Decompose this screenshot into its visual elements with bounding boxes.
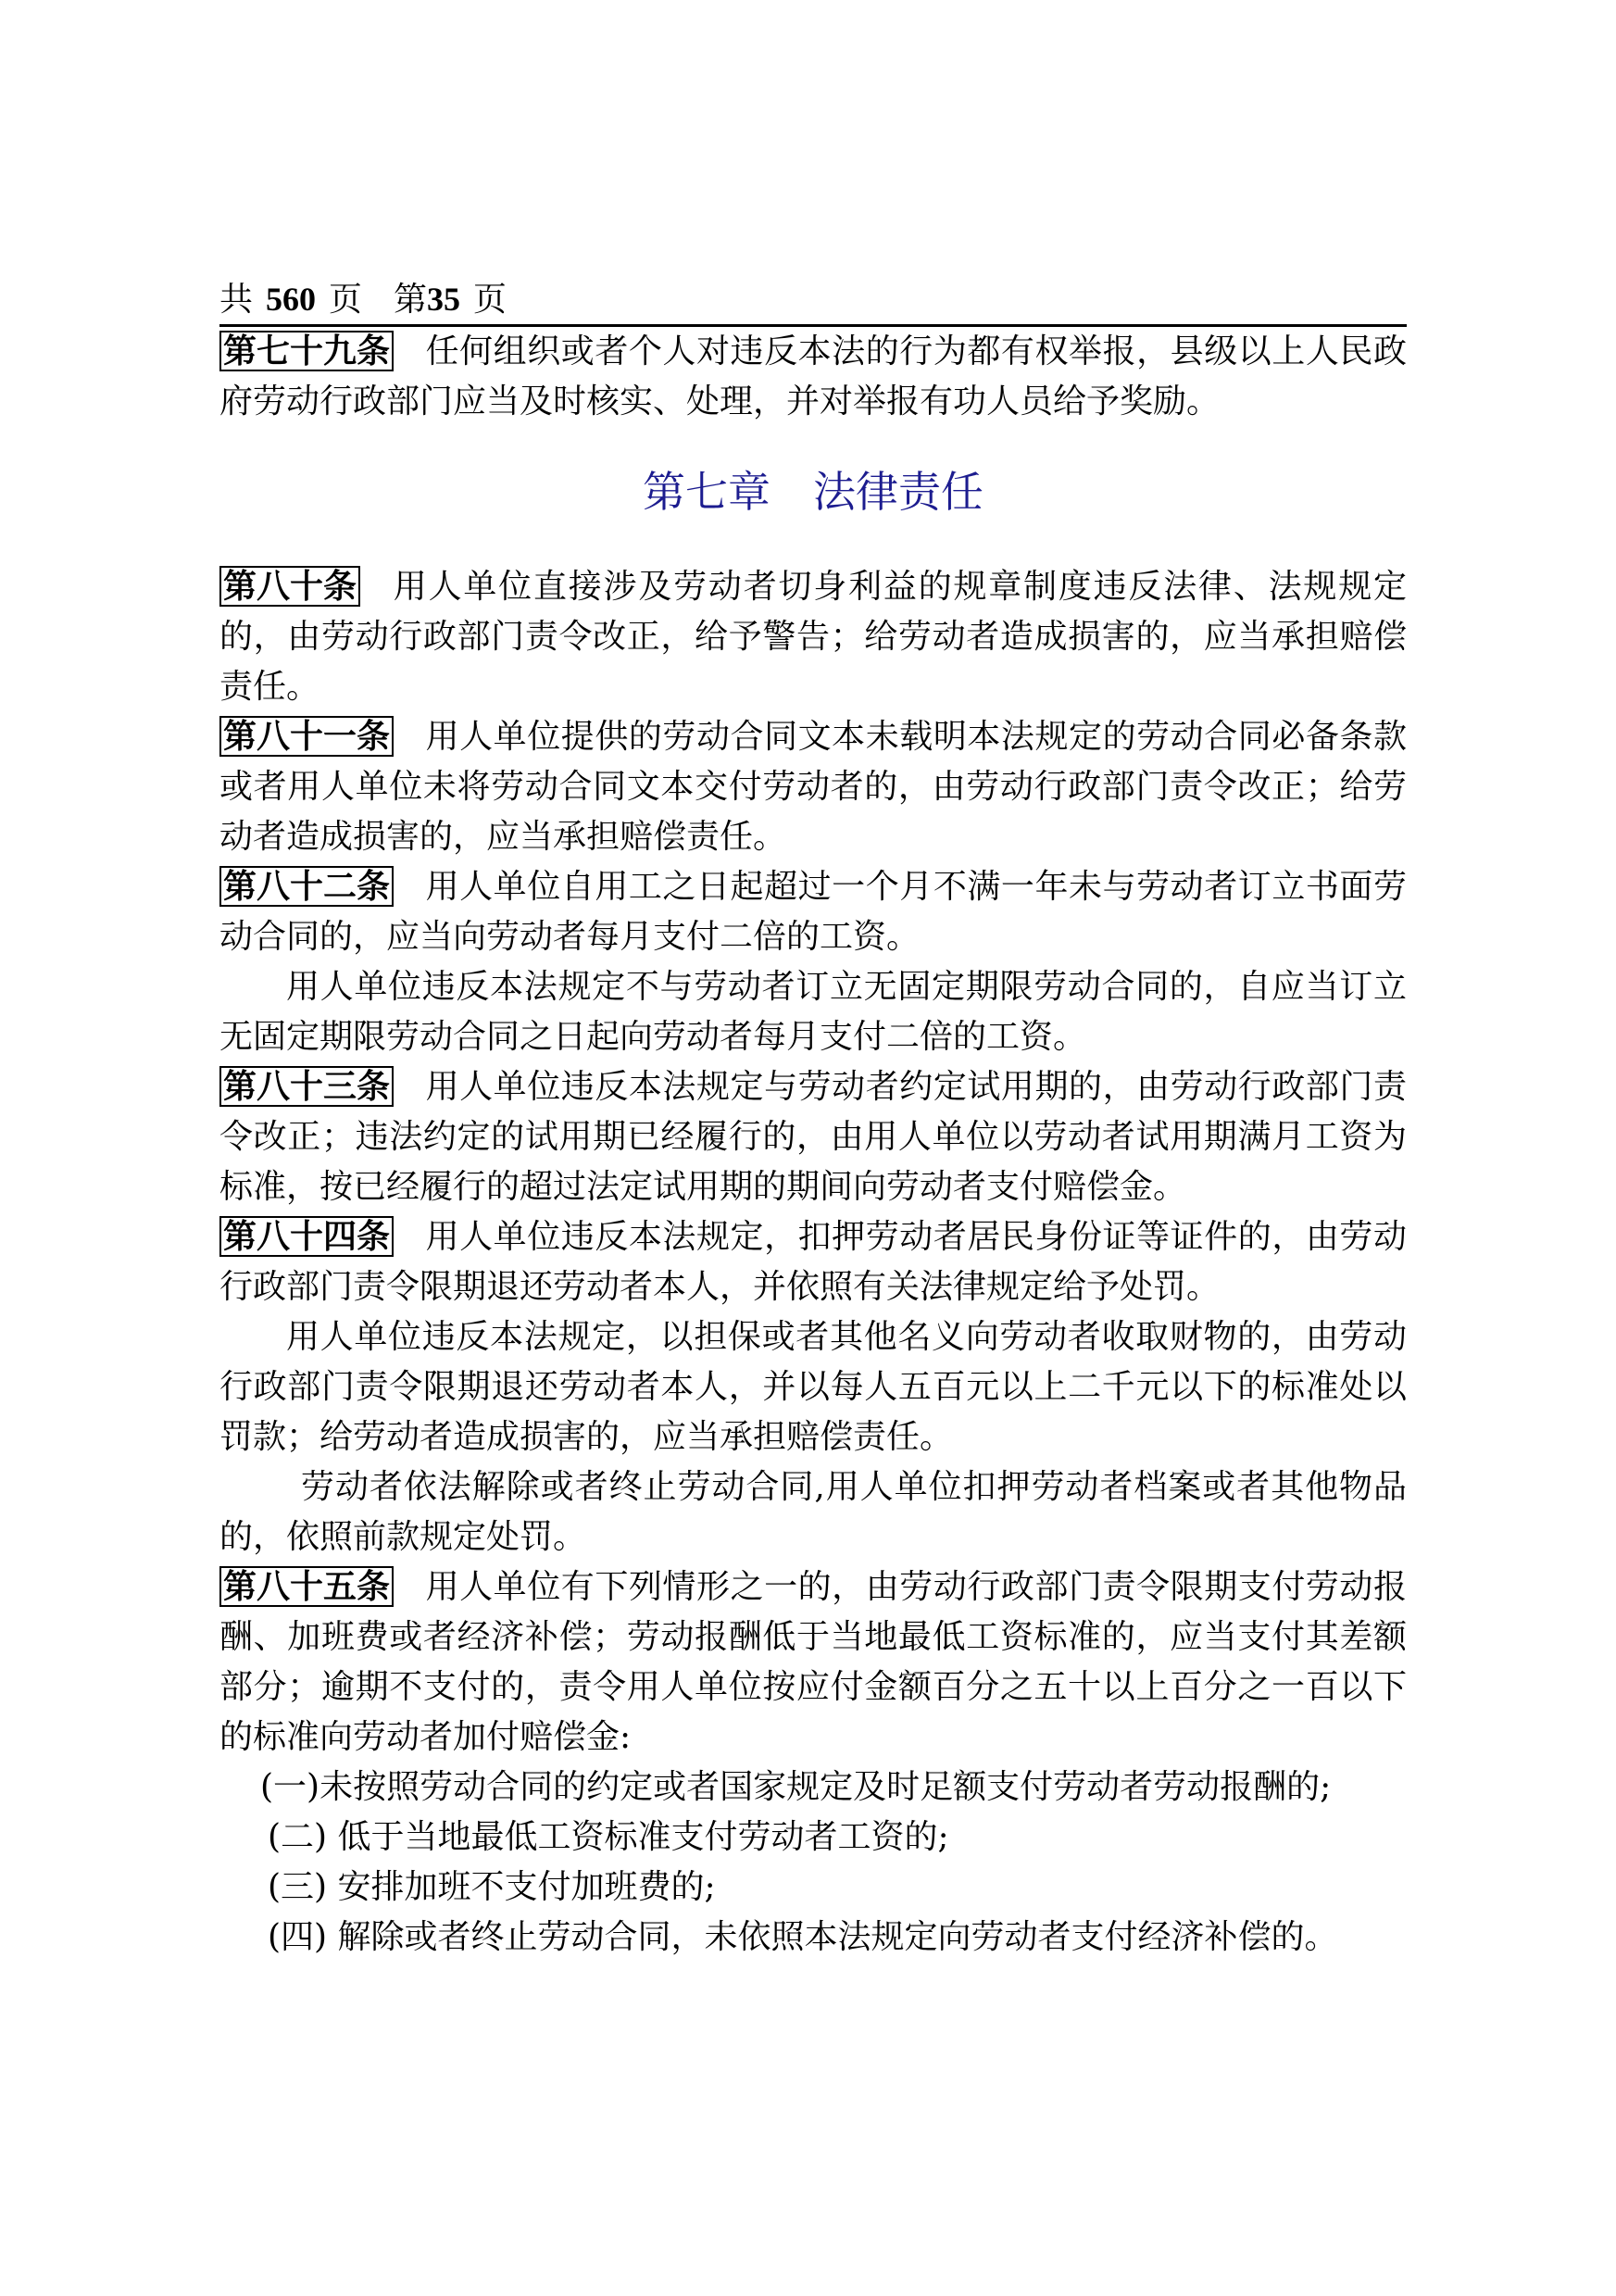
- total-pages-suffix: 页: [329, 281, 363, 319]
- article-83: [219, 1062, 1407, 1212]
- article-83-label: 第八十三条: [219, 1066, 394, 1107]
- current-page-prefix: 第: [394, 281, 428, 319]
- article-85-text: 用人单位有下列情形之一的，由劳动行政部门责令限期支付劳动报酬、加班费或者经济补偿；劳动报酬低于当地最低工资标准的，应当支付其差额部分；逾期不支付的，责令用人单位按应付金额百分之五十以上百分之一百以下的标准向劳动者加付赔偿金:: [219, 1568, 1407, 1756]
- article-83-text: 用人单位违反本法规定与劳动者约定试用期的，由劳动行政部门责令改正；违法约定的试用期已经履行的，由用人单位以劳动者试用期满月工资为标准，按已经履行的超过法定试用期的期间向劳动者支付赔偿金。: [219, 1068, 1407, 1206]
- article-79: [219, 327, 1407, 427]
- article-82-paragraph-2: 用人单位违反本法规定不与劳动者订立无固定期限劳动合同的，自应当订立无固定期限劳动合同之日起向劳动者每月支付二倍的工资。: [219, 968, 1407, 1056]
- article-84-paragraph-3: 劳动者依法解除或者终止劳动合同,用人单位扣押劳动者档案或者其他物品的，依照前款规定处罚。: [219, 1468, 1407, 1556]
- article-80-label: 第八十条: [219, 566, 360, 607]
- total-pages-prefix: 共: [219, 281, 254, 319]
- article-81-label: 第八十一条: [219, 716, 394, 757]
- article-85-item-3: (三) 安排加班不支付加班费的;: [268, 1868, 716, 1906]
- article-84: [219, 1212, 1407, 1312]
- article-84-text: 用人单位违反本法规定，扣押劳动者居民身份证等证件的，由劳动行政部门责令限期退还劳动者本人，并依照有关法律规定给予处罚。: [219, 1218, 1407, 1306]
- article-80: [219, 562, 1407, 712]
- total-pages-count: 560: [266, 281, 317, 318]
- article-80-text: 用人单位直接涉及劳动者切身利益的规章制度违反法律、法规规定的，由劳动行政部门责令改正，给予警告；给劳动者造成损害的，应当承担赔偿责任。: [219, 568, 1407, 706]
- article-81: [219, 712, 1407, 862]
- current-page-number: 35: [427, 281, 461, 318]
- article-82-label: 第八十二条: [219, 866, 394, 907]
- chapter-number: 第七章: [643, 467, 770, 517]
- article-84-label: 第八十四条: [219, 1216, 394, 1257]
- article-85-item-4: (四) 解除或者终止劳动合同，未依照本法规定向劳动者支付经济补偿的。: [268, 1918, 1338, 1956]
- article-85-label: 第八十五条: [219, 1566, 394, 1607]
- article-84-paragraph-2: 用人单位违反本法规定，以担保或者其他名义向劳动者收取财物的，由劳动行政部门责令限期退还劳动者本人，并以每人五百元以上二千元以下的标准处以罚款；给劳动者造成损害的，应当承担赔偿责任。: [219, 1318, 1407, 1456]
- document-page: [219, 278, 1407, 1963]
- current-page-suffix: 页: [473, 281, 507, 319]
- document-body: [219, 327, 1407, 1963]
- article-81-text: 用人单位提供的劳动合同文本未载明本法规定的劳动合同必备条款或者用人单位未将劳动合同文本交付劳动者的，由劳动行政部门责令改正；给劳动者造成损害的，应当承担赔偿责任。: [219, 718, 1407, 856]
- chapter-heading: [219, 464, 1407, 520]
- article-79-label: 第七十九条: [219, 331, 394, 371]
- article-82: [219, 862, 1407, 962]
- article-79-text: 任何组织或者个人对违反本法的行为都有权举报，县级以上人民政府劳动行政部门应当及时核实、处理，并对举报有功人员给予奖励。: [219, 332, 1407, 420]
- page-header: [219, 278, 1407, 327]
- article-85-item-1: (一)未按照劳动合同的约定或者国家规定及时足额支付劳动者劳动报酬的;: [260, 1768, 1332, 1806]
- article-85: [219, 1562, 1407, 1763]
- article-82-text: 用人单位自用工之日起超过一个月不满一年未与劳动者订立书面劳动合同的，应当向劳动者每月支付二倍的工资。: [219, 868, 1407, 956]
- chapter-title: 法律责任: [813, 467, 983, 517]
- article-85-item-2: (二) 低于当地最低工资标准支付劳动者工资的;: [268, 1818, 949, 1856]
